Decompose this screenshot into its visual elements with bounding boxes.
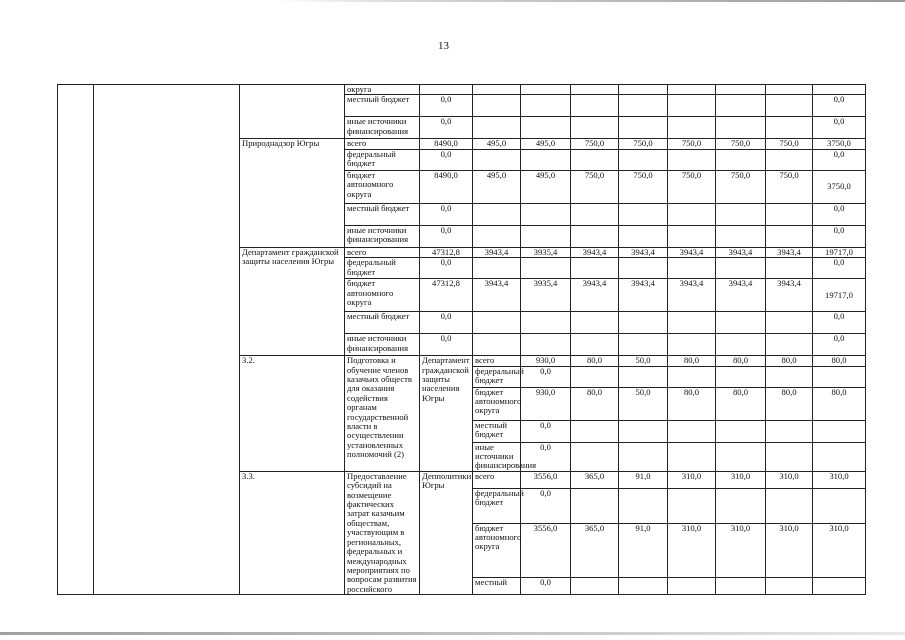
value-cell xyxy=(473,117,521,139)
value-cell: 750,0 xyxy=(668,139,716,149)
scan-bottom-edge xyxy=(0,632,905,635)
value-cell xyxy=(473,312,521,334)
item-description-cell: Подготовка и обучение членов казачьих обществ для оказания содействия органам государственной власти в осуществлении установленных полномочий (2) xyxy=(345,356,420,472)
value-cell: 3943,4 xyxy=(668,247,716,257)
value-cell xyxy=(766,334,813,356)
value-cell xyxy=(813,85,866,95)
value-cell: 0,0 xyxy=(420,312,473,334)
value-cell xyxy=(716,203,766,225)
value-cell: 3943,4 xyxy=(619,279,668,312)
value-cell xyxy=(766,488,813,523)
value-cell: 47312,8 xyxy=(420,247,473,257)
value-cell xyxy=(716,577,766,594)
value-cell: 50,0 xyxy=(619,356,668,366)
total-cell: 0,0 xyxy=(813,334,866,356)
source-label: бюджет автономного округа xyxy=(473,387,521,420)
source-label: бюджет автономного округа xyxy=(345,279,420,312)
value-cell xyxy=(716,258,766,279)
value-cell: 3935,4 xyxy=(521,247,571,257)
value-cell: 0,0 xyxy=(420,95,473,117)
source-label: федеральный бюджет xyxy=(473,366,521,387)
value-cell xyxy=(619,577,668,594)
total-cell: 0,0 xyxy=(813,258,866,279)
organization-cell xyxy=(240,85,345,139)
value-cell: 0,0 xyxy=(521,577,571,594)
value-cell xyxy=(716,117,766,139)
value-cell: 750,0 xyxy=(766,170,813,203)
value-cell: 3943,4 xyxy=(716,279,766,312)
value-cell: 750,0 xyxy=(766,139,813,149)
value-cell: 750,0 xyxy=(619,139,668,149)
value-cell xyxy=(766,442,813,471)
value-cell xyxy=(521,95,571,117)
value-cell xyxy=(716,420,766,442)
value-cell xyxy=(766,312,813,334)
source-label: всего xyxy=(345,139,420,149)
value-cell: 3943,4 xyxy=(716,247,766,257)
value-cell xyxy=(716,366,766,387)
value-cell xyxy=(571,95,619,117)
source-label: местный бюджет xyxy=(345,203,420,225)
value-cell xyxy=(619,334,668,356)
value-cell: 0,0 xyxy=(521,442,571,471)
source-label: федеральный бюджет xyxy=(345,149,420,170)
total-cell: 0,0 xyxy=(813,312,866,334)
value-cell xyxy=(813,420,866,442)
source-label: местный бюджет xyxy=(345,312,420,334)
value-cell xyxy=(668,442,716,471)
value-cell: 80,0 xyxy=(571,356,619,366)
item-number-cell xyxy=(58,85,94,595)
value-cell xyxy=(668,85,716,95)
value-cell xyxy=(571,488,619,523)
value-cell: 91,0 xyxy=(619,523,668,577)
value-cell xyxy=(766,149,813,170)
organization-cell: Депполитики Югры xyxy=(420,471,473,594)
value-cell: 310,0 xyxy=(766,523,813,577)
value-cell xyxy=(668,312,716,334)
value-cell xyxy=(473,85,521,95)
value-cell xyxy=(716,312,766,334)
item-description-cell xyxy=(94,85,240,595)
value-cell: 3935,4 xyxy=(521,279,571,312)
source-label: местный бюджет xyxy=(345,95,420,117)
value-cell xyxy=(473,334,521,356)
value-cell xyxy=(766,95,813,117)
value-cell: 80,0 xyxy=(668,387,716,420)
value-cell xyxy=(619,95,668,117)
value-cell xyxy=(813,442,866,471)
value-cell xyxy=(571,85,619,95)
value-cell xyxy=(716,488,766,523)
organization-cell: Департамент гражданской защиты населения Югры xyxy=(240,247,345,355)
value-cell xyxy=(619,149,668,170)
value-cell xyxy=(571,420,619,442)
value-cell xyxy=(571,225,619,247)
value-cell: 80,0 xyxy=(716,387,766,420)
value-cell xyxy=(571,203,619,225)
value-cell: 0,0 xyxy=(420,117,473,139)
value-cell xyxy=(619,420,668,442)
total-cell: 19717,0 xyxy=(813,279,866,312)
value-cell xyxy=(668,117,716,139)
value-cell: 0,0 xyxy=(420,203,473,225)
value-cell xyxy=(619,442,668,471)
source-label: иные источники финансирования xyxy=(473,442,521,471)
value-cell: 310,0 xyxy=(716,523,766,577)
total-cell: 3750,0 xyxy=(813,139,866,149)
value-cell: 0,0 xyxy=(420,258,473,279)
value-cell: 3556,0 xyxy=(521,523,571,577)
source-label: федеральный бюджет xyxy=(345,258,420,279)
value-cell: 495,0 xyxy=(473,139,521,149)
total-cell: 0,0 xyxy=(813,117,866,139)
value-cell: 80,0 xyxy=(813,356,866,366)
source-label: иные источники финансирования xyxy=(345,334,420,356)
source-label: бюджет автономного округа xyxy=(473,523,521,577)
value-cell: 310,0 xyxy=(668,471,716,488)
value-cell xyxy=(571,258,619,279)
value-cell: 80,0 xyxy=(766,356,813,366)
value-cell xyxy=(766,85,813,95)
value-cell: 3943,4 xyxy=(473,279,521,312)
value-cell: 91,0 xyxy=(619,471,668,488)
value-cell: 3943,4 xyxy=(619,247,668,257)
value-cell xyxy=(571,312,619,334)
value-cell: 495,0 xyxy=(473,170,521,203)
value-cell: 310,0 xyxy=(668,523,716,577)
value-cell: 0,0 xyxy=(420,225,473,247)
value-cell xyxy=(813,577,866,594)
value-cell: 930,0 xyxy=(521,356,571,366)
total-cell: 0,0 xyxy=(813,95,866,117)
value-cell: 3943,4 xyxy=(766,279,813,312)
value-cell: 3943,4 xyxy=(571,279,619,312)
value-cell xyxy=(668,334,716,356)
value-cell: 930,0 xyxy=(521,387,571,420)
source-label: всего xyxy=(473,471,521,488)
value-cell: 47312,8 xyxy=(420,279,473,312)
value-cell xyxy=(571,366,619,387)
source-label: округа xyxy=(345,85,420,95)
value-cell: 8490,0 xyxy=(420,170,473,203)
value-cell xyxy=(716,85,766,95)
total-cell: 19717,0 xyxy=(813,247,866,257)
value-cell xyxy=(766,117,813,139)
value-cell xyxy=(571,577,619,594)
value-cell: 80,0 xyxy=(766,387,813,420)
value-cell xyxy=(716,442,766,471)
value-cell xyxy=(619,203,668,225)
source-label: федеральный бюджет xyxy=(473,488,521,523)
value-cell: 495,0 xyxy=(521,139,571,149)
total-cell: 0,0 xyxy=(813,203,866,225)
value-cell xyxy=(619,366,668,387)
value-cell xyxy=(668,420,716,442)
budget-table xyxy=(57,84,866,595)
value-cell: 3943,4 xyxy=(473,247,521,257)
source-label: всего xyxy=(473,356,521,366)
table-row-okruga xyxy=(58,85,866,95)
value-cell xyxy=(619,258,668,279)
value-cell xyxy=(571,149,619,170)
total-cell: 3750,0 xyxy=(813,170,866,203)
value-cell xyxy=(766,258,813,279)
value-cell xyxy=(668,95,716,117)
value-cell: 80,0 xyxy=(571,387,619,420)
value-cell xyxy=(473,95,521,117)
value-cell: 750,0 xyxy=(571,170,619,203)
organization-cell: Природнадзор Югры xyxy=(240,139,345,247)
value-cell: 0,0 xyxy=(521,420,571,442)
value-cell xyxy=(668,577,716,594)
value-cell: 0,0 xyxy=(420,334,473,356)
value-cell xyxy=(668,149,716,170)
total-cell: 0,0 xyxy=(813,149,866,170)
value-cell: 3556,0 xyxy=(521,471,571,488)
value-cell xyxy=(766,577,813,594)
value-cell xyxy=(619,312,668,334)
value-cell xyxy=(521,312,571,334)
value-cell: 365,0 xyxy=(571,471,619,488)
value-cell xyxy=(619,488,668,523)
value-cell xyxy=(571,442,619,471)
value-cell xyxy=(521,258,571,279)
source-label: иные источники финансирования xyxy=(345,225,420,247)
value-cell xyxy=(420,85,473,95)
value-cell: 310,0 xyxy=(766,471,813,488)
value-cell xyxy=(619,225,668,247)
value-cell xyxy=(716,225,766,247)
scan-top-edge xyxy=(0,0,905,2)
source-label: всего xyxy=(345,247,420,257)
value-cell: 3943,4 xyxy=(571,247,619,257)
total-cell: 0,0 xyxy=(813,225,866,247)
value-cell xyxy=(813,488,866,523)
value-cell xyxy=(521,149,571,170)
value-cell: 80,0 xyxy=(668,356,716,366)
value-cell: 3943,4 xyxy=(668,279,716,312)
item-description-cell: Предоставление субсидий на возмещение фактических затрат казачьим обществам, участвующим в региональных, федеральных и международных мероприятиях по вопросам развития российского xyxy=(345,471,420,594)
value-cell: 750,0 xyxy=(716,170,766,203)
value-cell xyxy=(619,117,668,139)
value-cell xyxy=(571,334,619,356)
value-cell xyxy=(766,420,813,442)
value-cell xyxy=(521,225,571,247)
value-cell: 495,0 xyxy=(521,170,571,203)
source-label: иные источники финансирования xyxy=(345,117,420,139)
value-cell xyxy=(521,203,571,225)
value-cell: 0,0 xyxy=(521,488,571,523)
value-cell xyxy=(668,488,716,523)
value-cell: 310,0 xyxy=(716,471,766,488)
source-label: местный бюджет xyxy=(473,420,521,442)
value-cell xyxy=(668,225,716,247)
source-label: бюджет автономного округа xyxy=(345,170,420,203)
value-cell xyxy=(473,225,521,247)
value-cell: 8490,0 xyxy=(420,139,473,149)
value-cell xyxy=(619,85,668,95)
value-cell xyxy=(473,203,521,225)
value-cell xyxy=(766,366,813,387)
value-cell xyxy=(766,225,813,247)
item-number-cell: 3.2. xyxy=(240,356,345,472)
value-cell: 750,0 xyxy=(571,139,619,149)
value-cell xyxy=(668,366,716,387)
value-cell xyxy=(668,203,716,225)
value-cell: 310,0 xyxy=(813,523,866,577)
value-cell: 3943,4 xyxy=(766,247,813,257)
value-cell: 750,0 xyxy=(716,139,766,149)
value-cell xyxy=(716,334,766,356)
source-label: местный xyxy=(473,577,521,594)
value-cell xyxy=(571,117,619,139)
value-cell xyxy=(716,95,766,117)
organization-cell: Департамент гражданской защиты населения Югры xyxy=(420,356,473,472)
value-cell xyxy=(668,258,716,279)
page-number: 13 xyxy=(438,40,449,52)
value-cell xyxy=(521,334,571,356)
value-cell xyxy=(813,366,866,387)
value-cell: 80,0 xyxy=(716,356,766,366)
value-cell xyxy=(521,117,571,139)
item-number-cell: 3.3. xyxy=(240,471,345,594)
value-cell: 750,0 xyxy=(619,170,668,203)
value-cell: 80,0 xyxy=(813,387,866,420)
value-cell xyxy=(716,149,766,170)
value-cell: 750,0 xyxy=(668,170,716,203)
value-cell: 365,0 xyxy=(571,523,619,577)
value-cell: 50,0 xyxy=(619,387,668,420)
value-cell: 0,0 xyxy=(521,366,571,387)
value-cell xyxy=(521,85,571,95)
value-cell xyxy=(473,258,521,279)
value-cell: 310,0 xyxy=(813,471,866,488)
value-cell xyxy=(473,149,521,170)
value-cell: 0,0 xyxy=(420,149,473,170)
value-cell xyxy=(766,203,813,225)
